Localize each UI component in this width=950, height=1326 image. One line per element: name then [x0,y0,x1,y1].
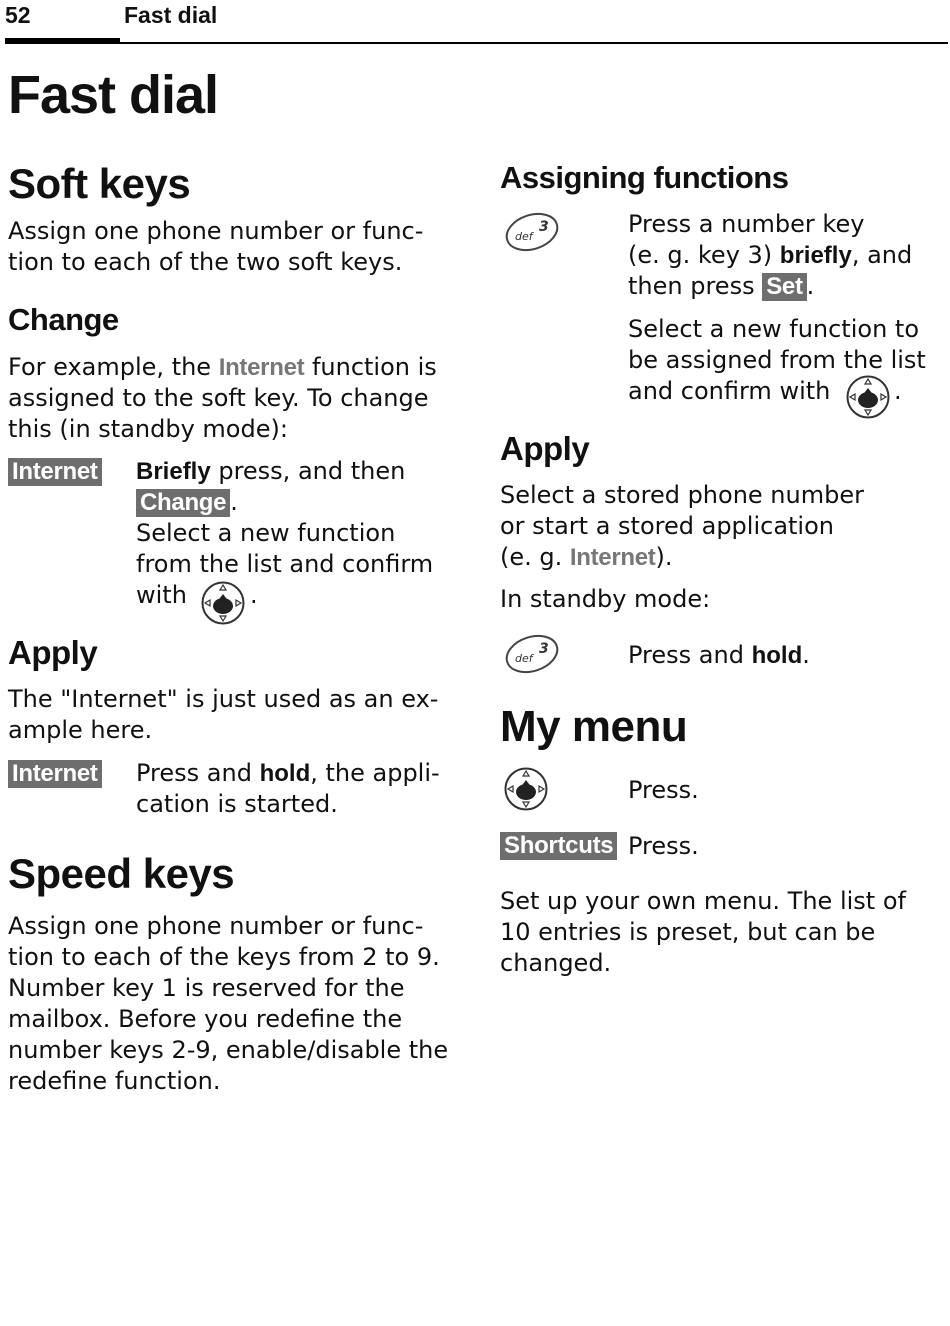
assigning-line-2-post: , and [851,241,913,269]
briefly-text-right: briefly [779,242,852,269]
number-key-digit: 3 [539,219,549,235]
header-rule [118,42,948,44]
change-step-5: with [136,581,187,609]
header-rule-accent [5,38,120,44]
set-softkey[interactable]: Set [762,273,806,301]
soft-keys-intro-2: tion to each of the two soft keys. [8,248,403,276]
number-key-label: def [515,230,533,243]
change-step-1 [136,456,405,487]
soft-keys-heading: Soft keys [8,160,191,207]
change-heading: Change [8,302,119,337]
internet-softkey[interactable]: Internet [8,458,102,486]
change-step-period: . [230,488,238,516]
navigation-key-icon [200,580,246,626]
apply-right-line-3-post: ). [655,543,673,571]
page-number: 52 [5,2,31,28]
assigning-line-2-pre: (e. g. key 3) [628,241,780,269]
change-step-4: from the list and confirm [136,550,434,578]
apply-heading-right: Apply [500,430,590,467]
speed-keys-line-2: tion to each of the keys from 2 to 9. [8,943,440,971]
assigning-functions-heading: Assigning functions [500,160,789,195]
speed-keys-line-4: mailbox. Before you redefine the [8,1005,403,1033]
apply-heading-left: Apply [8,634,98,671]
running-title: Fast dial [124,2,218,28]
shortcuts-softkey[interactable]: Shortcuts [500,832,617,860]
change-softkey[interactable]: Change [136,489,230,517]
apply-right-line-1: Select a stored phone number [500,481,864,509]
assigning-para2-end: . [894,377,902,405]
assigning-line-1: Press a number key [628,210,865,238]
apply-right-line-3-pre: (e. g. [500,543,570,571]
my-menu-heading: My menu [500,702,688,751]
number-key-label: def [515,652,533,665]
change-step-end: . [250,581,258,609]
apply-step-post: , the appli- [310,759,440,787]
internet-softkey-apply[interactable]: Internet [8,760,102,788]
change-text-2: assigned to the soft key. To change [8,384,429,412]
internet-key-ref-right: Internet [569,544,656,571]
speed-keys-line-1: Assign one phone number or func- [8,912,424,940]
speed-keys-heading: Speed keys [8,850,235,897]
navigation-key-icon [503,766,549,812]
page-header [0,0,950,46]
apply-step-1 [136,758,440,789]
change-step-2 [136,487,238,518]
apply-right-step-pre: Press and [628,641,752,669]
internet-key-ref: Internet [218,354,305,381]
apply-right-step-post: . [802,641,810,669]
change-step-rest: press, and then [210,457,406,485]
assigning-line-3 [628,271,814,302]
assigning-line-2 [628,240,912,271]
change-text-3: this (in standby mode): [8,415,288,443]
apply-step-2: cation is started. [136,790,338,818]
navigation-key-icon [845,374,891,420]
briefly-text: Briefly [136,458,211,485]
apply-text-1: The "Internet" is just used as an ex- [8,685,439,713]
change-text-after: function is [304,353,437,381]
change-step-3: Select a new function [136,519,396,547]
number-key-3-icon [503,632,561,676]
page-title: Fast dial [8,65,219,125]
assigning-para2-3: and confirm with [628,377,831,405]
my-menu-step-1: Press. [628,776,699,804]
soft-keys-intro-1: Assign one phone number or func- [8,217,424,245]
apply-right-line-3 [500,542,673,573]
speed-keys-line-5: number keys 2-9, enable/disable the [8,1036,449,1064]
speed-keys-line-6: redefine function. [8,1067,221,1095]
change-text-before: For example, the [8,353,219,381]
hold-text: hold [259,760,311,787]
number-key-3-icon [503,210,561,254]
change-text-1 [8,352,437,383]
assigning-line-3-pre: then press [628,272,763,300]
apply-right-step [628,640,810,671]
speed-keys-line-3: Number key 1 is reserved for the [8,974,405,1002]
apply-text-2: ample here. [8,716,153,744]
apply-right-line-2: or start a stored application [500,512,834,540]
number-key-digit: 3 [539,641,549,657]
my-menu-line-2: 10 entries is preset, but can be [500,918,876,946]
assigning-para2-1: Select a new function to [628,315,919,343]
my-menu-step-2: Press. [628,832,699,860]
standby-mode-text: In standby mode: [500,585,711,613]
my-menu-line-3: changed. [500,949,612,977]
my-menu-line-1: Set up your own menu. The list of [500,887,906,915]
assigning-line-3-post: . [806,272,815,300]
hold-text-right: hold [751,642,803,669]
apply-step-pre: Press and [136,759,260,787]
assigning-para2-2: be assigned from the list [628,346,926,374]
